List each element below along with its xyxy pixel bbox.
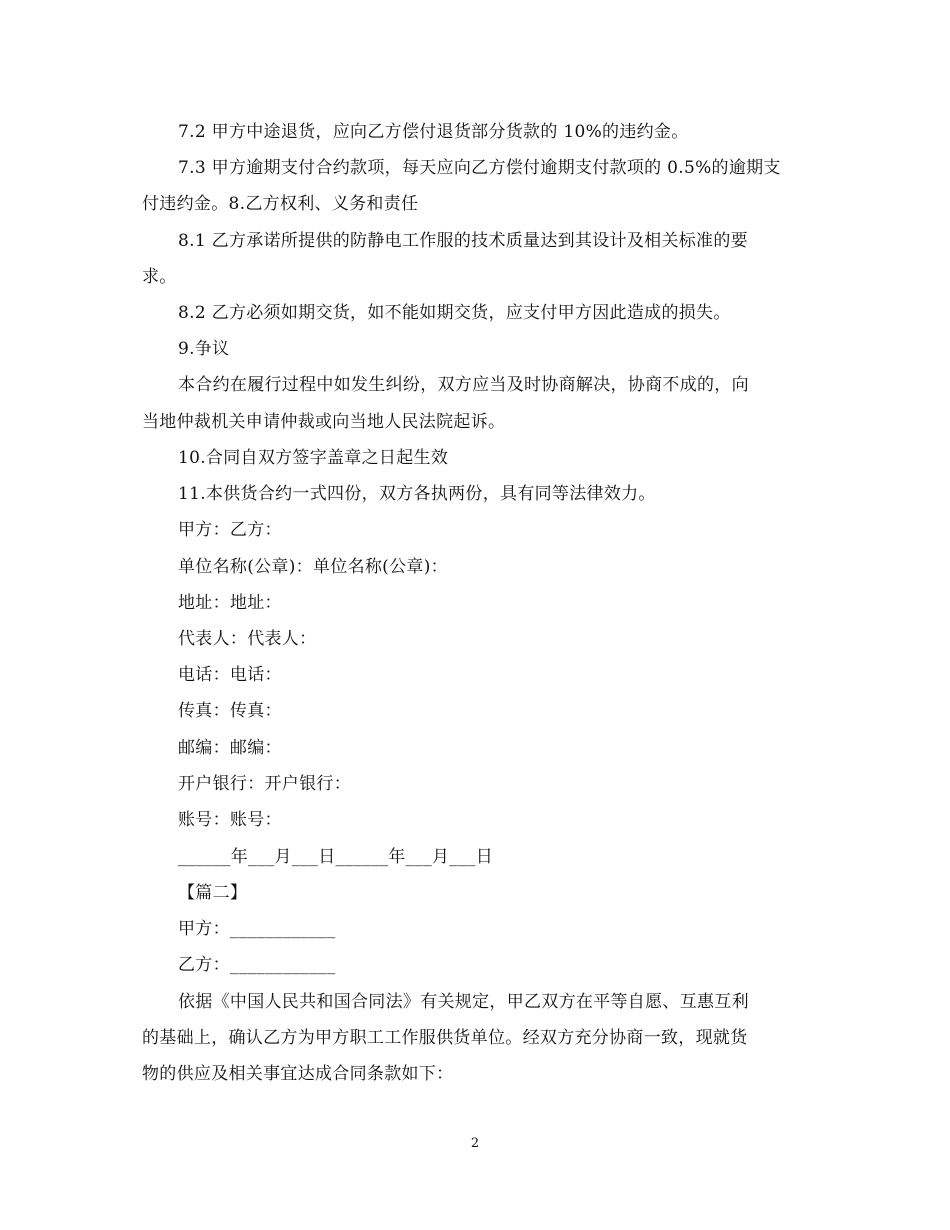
section-9-heading: 9.争议 [178,339,230,359]
phone-line: 电话：电话： [178,665,282,685]
fax-line: 传真：传真： [178,701,282,721]
unit-name-line: 单位名称(公章)：单位名称(公章)： [178,557,448,577]
date-line: ______年___月___日______年___月___日 [178,847,493,867]
party-a-line: 甲方：____________ [178,919,336,939]
clause-11: 11.本供货合约一式四份，双方各执两份，具有同等法律效力。 [178,484,656,504]
section-2-heading: 【篇二】 [178,883,248,903]
account-line: 账号：账号： [178,810,282,830]
intro-paragraph: 依据《中国人民共和国合同法》有关规定，甲乙双方在平等自愿、互惠互利 [178,992,749,1012]
clause-10: 10.合同自双方签字盖章之日起生效 [178,448,449,468]
dispute-paragraph: 本合约在履行过程中如发生纠纷，双方应当及时协商解决，协商不成的，向 [178,375,749,395]
address-line: 地址：地址： [178,593,282,613]
clause-8-1: 8.1 乙方承诺所提供的防静电工作服的技术质量达到其设计及相关标准的要 [178,231,748,251]
postcode-line: 邮编：邮编： [178,738,282,758]
page-number: 2 [470,1136,480,1151]
clause-8-1-continued: 求。 [142,267,177,287]
intro-paragraph-continued-1: 的基础上，确认乙方为甲方职工工作服供货单位。经双方充分协商一致，现就货 [142,1028,748,1048]
clause-7-3: 7.3 甲方逾期支付合约款项，每天应向乙方偿付逾期支付款项的 0.5%的逾期支 [178,158,781,178]
dispute-paragraph-continued: 当地仲裁机关申请仲裁或向当地人民法院起诉。 [142,412,506,432]
bank-line: 开户银行：开户银行： [178,774,351,794]
clause-8-2: 8.2 乙方必须如期交货，如不能如期交货，应支付甲方因此造成的损失。 [178,303,731,323]
clause-7-2: 7.2 甲方中途退货，应向乙方偿付退货部分货款的 10%的违约金。 [178,122,689,142]
representative-line: 代表人：代表人： [178,629,317,649]
clause-7-3-continued: 付违约金。8.乙方权利、义务和责任 [142,194,419,214]
party-b-line: 乙方：____________ [178,955,336,975]
party-line: 甲方：乙方： [178,520,282,540]
intro-paragraph-continued-2: 物的供应及相关事宜达成合同条款如下： [142,1064,454,1084]
